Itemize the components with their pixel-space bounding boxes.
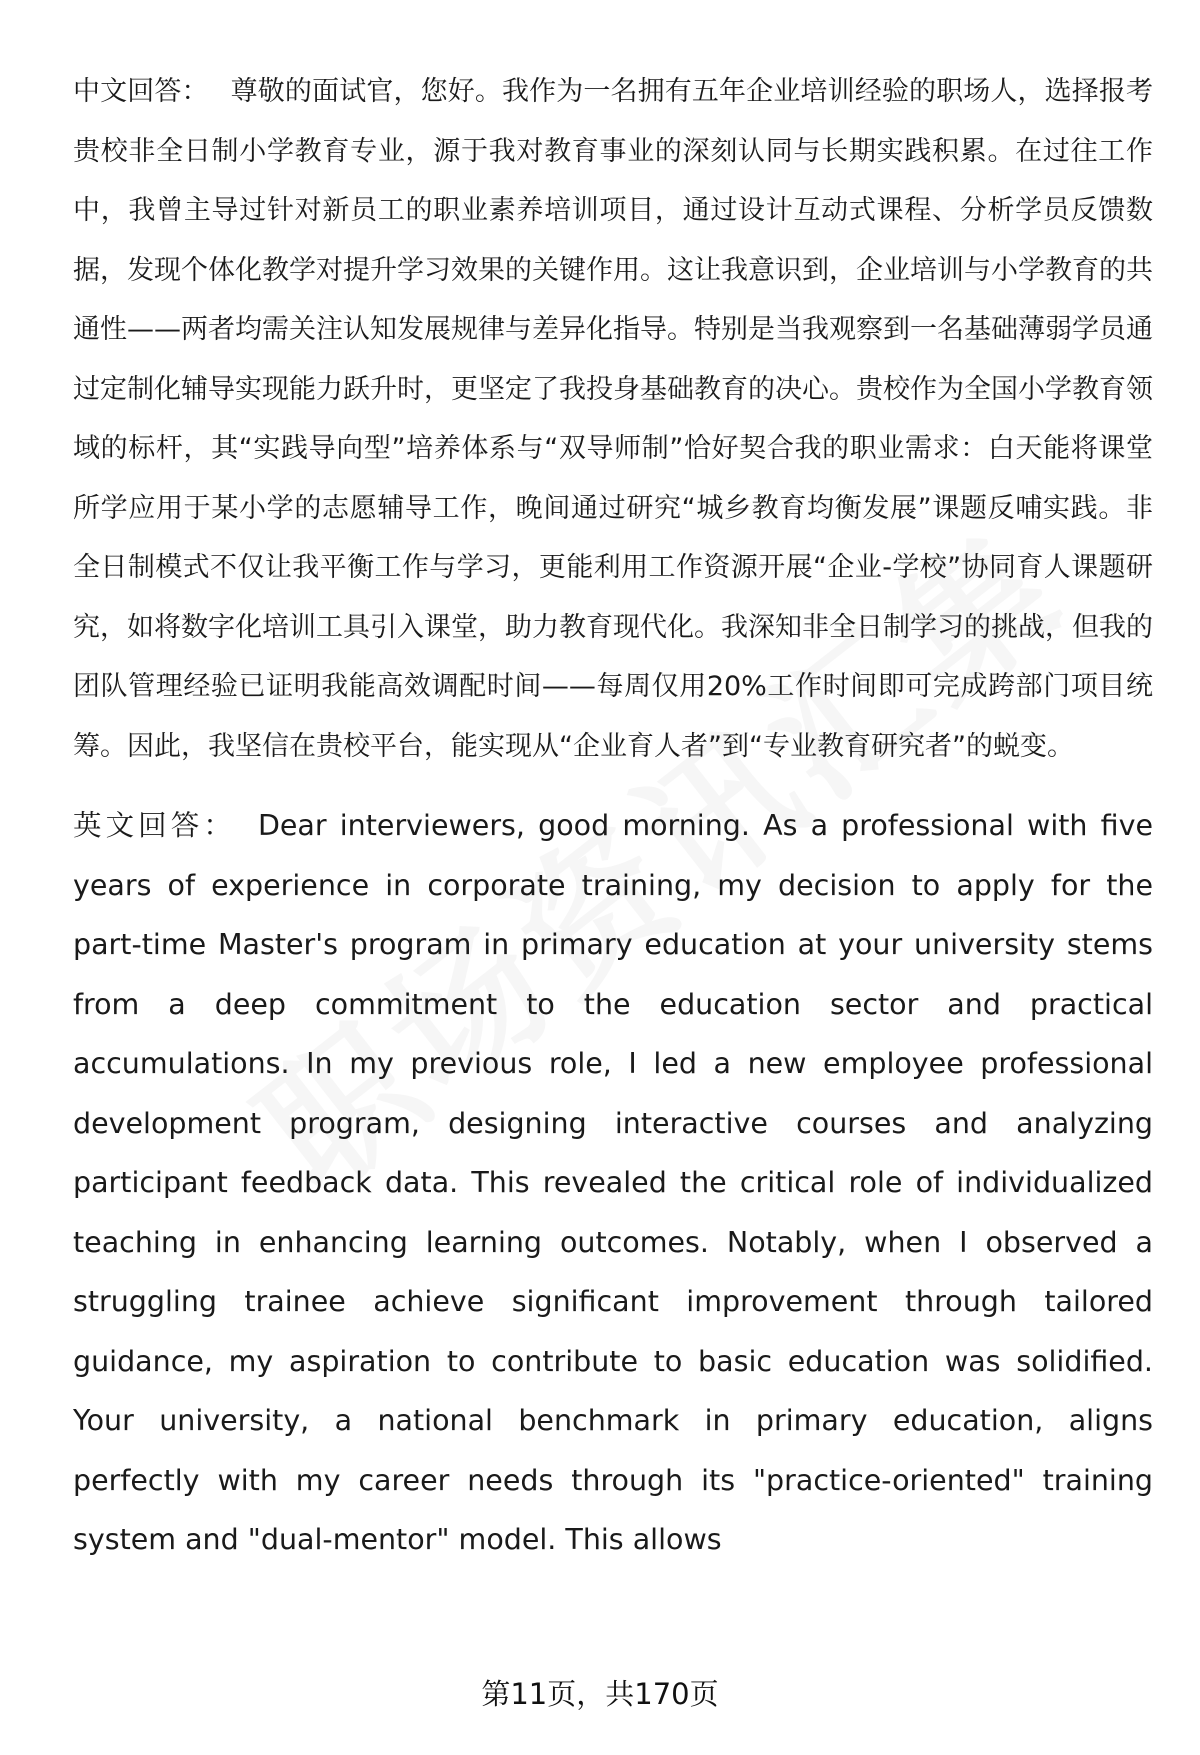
document-page (73, 62, 1153, 1570)
page-indicator: 第11页，共170页 (481, 1677, 719, 1711)
english-answer-label: 英文回答： (73, 809, 236, 842)
chinese-answer-paragraph (73, 62, 1153, 776)
english-answer-text: Dear interviewers, good morning. As a professional with five years of experience in corporate training, my decision to apply for the part-time Master's program in primary education at your university stems from a deep commitment to the education sector and practical accumulations. In my previous role, I led a new employee professional development program, designing interactive courses and analyzing participant feedback data. This revealed the critical role of individualized teaching in enhancing learning outcomes. Notably, when I observed a struggling trainee achieve significant improvement through tailored guidance, my aspiration to contribute to basic education was solidified. Your university, a national benchmark in primary education, aligns perfectly with my career needs through its "practice-oriented" training system and "dual-mentor" model. This allows (73, 809, 1153, 1556)
chinese-answer-label: 中文回答： (73, 76, 209, 107)
chinese-answer-text: 尊敬的面试官，您好。我作为一名拥有五年企业培训经验的职场人，选择报考贵校非全日制小学教育专业，源于我对教育事业的深刻认同与长期实践积累。在过往工作中，我曾主导过针对新员工的职业素养培训项目，通过设计互动式课程、分析学员反馈数据，发现个体化教学对提升学习效果的关键作用。这让我意识到，企业培训与小学教育的共通性——两者均需关注认知发展规律与差异化指导。特别是当我观察到一名基础薄弱学员通过定制化辅导实现能力跃升时，更坚定了我投身基础教育的决心。贵校作为全国小学教育领域的标杆，其“实践导向型”培养体系与“双导师制”恰好契合我的职业需求：白天能将课堂所学应用于某小学的志愿辅导工作，晚间通过研究“城乡教育均衡发展”课题反哺实践。非全日制模式不仅让我平衡工作与学习，更能利用工作资源开展“企业-学校”协同育人课题研究，如将数字化培训工具引入课堂，助力教育现代化。我深知非全日制学习的挑战，但我的团队管理经验已证明我能高效调配时间——每周仅用20%工作时间即可完成跨部门项目统筹。因此，我坚信在贵校平台，能实现从“企业育人者”到“专业教育研究者”的蜕变。 (73, 76, 1154, 762)
english-answer-paragraph (73, 796, 1153, 1570)
